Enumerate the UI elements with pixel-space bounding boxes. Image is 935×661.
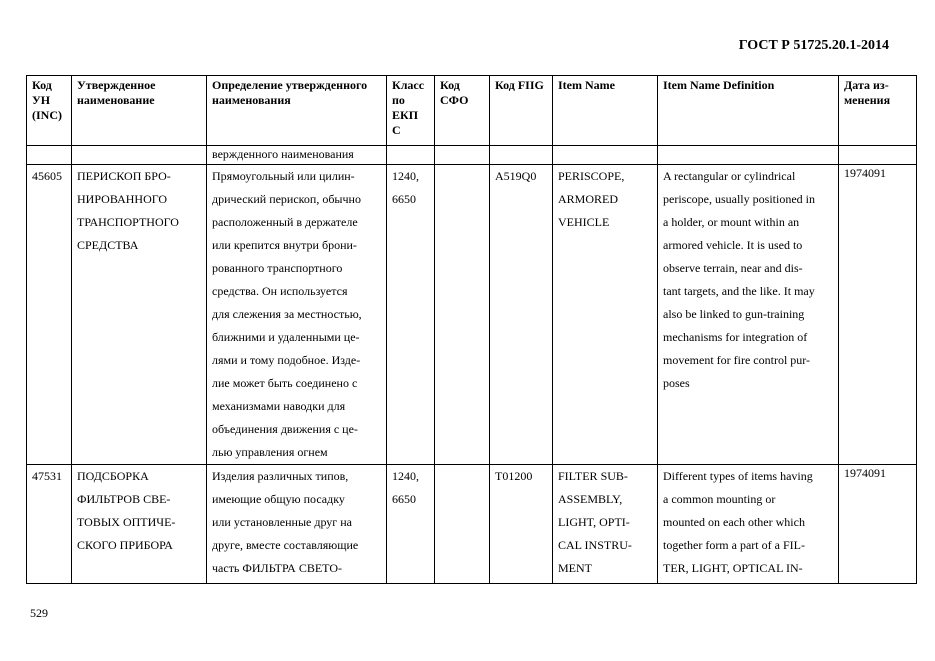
text-line: movement for fire control pur- — [663, 353, 811, 367]
text-line: для слежения за местностью, — [212, 307, 362, 321]
header-item-definition: Item Name Definition — [658, 76, 839, 146]
document-code: ГОСТ Р 51725.20.1-2014 — [738, 38, 889, 53]
text-line: имеющие общую посадку — [212, 492, 345, 506]
text-line: Изделия различных типов, — [212, 469, 349, 483]
text-line: MENT — [558, 561, 592, 575]
text-line: A rectangular or cylindrical — [663, 169, 796, 183]
cell-sfo — [435, 165, 490, 465]
text-line: лью управления огнем — [212, 445, 328, 459]
text-line: Прямоугольный или цилин- — [212, 169, 355, 183]
text-line: a common mounting or — [663, 492, 776, 506]
text-line: observe terrain, near and dis- — [663, 261, 803, 275]
header-approved-name: Утвержденное наименование — [72, 76, 207, 146]
cell-definition — [207, 465, 387, 584]
cell-inc: 45605 — [27, 165, 72, 465]
header-sfo: Код СФО — [435, 76, 490, 146]
text-line: 6650 — [392, 192, 416, 206]
text-line: tant targets, and the like. It may — [663, 284, 815, 298]
cell-approved-name — [72, 165, 207, 465]
text-line: друге, вместе составляющие — [212, 538, 359, 552]
text-line: СРЕДСТВА — [77, 238, 139, 252]
continuation-row — [27, 146, 917, 165]
cell-approved-name — [72, 465, 207, 584]
text-line: ASSEMBLY, — [558, 492, 623, 506]
text-line: 1240, — [392, 469, 419, 483]
header-definition: Определение утвержденного наименования — [207, 76, 387, 146]
text-line: лие может быть соединено с — [212, 376, 358, 390]
header-class-ekps: Класс по ЕКП С — [387, 76, 435, 146]
text-line: armored vehicle. It is used to — [663, 238, 803, 252]
cell-fiig: T01200 — [490, 465, 553, 584]
text-line: средства. Он используется — [212, 284, 348, 298]
text-line: или крепится внутри брони- — [212, 238, 357, 252]
text-line: FILTER SUB- — [558, 469, 628, 483]
text-line: VEHICLE — [558, 215, 610, 229]
text-line: Different types of items having — [663, 469, 813, 483]
text-line: also be linked to gun-training — [663, 307, 805, 321]
text-line: ARMORED — [558, 192, 619, 206]
text-line: дрический перископ, обычно — [212, 192, 361, 206]
text-line: periscope, usually positioned in — [663, 192, 815, 206]
text-line: TER, LIGHT, OPTICAL IN- — [663, 561, 803, 575]
cell-date: 1974091 — [839, 165, 917, 465]
cell-item-definition — [658, 165, 839, 465]
cell-item-definition — [658, 465, 839, 584]
table-row — [27, 465, 917, 584]
cell-inc: 47531 — [27, 465, 72, 584]
text-line: СКОГО ПРИБОРА — [77, 538, 173, 552]
text-line: ТРАНСПОРТНОГО — [77, 215, 179, 229]
catalog-table — [26, 75, 917, 584]
text-line: poses — [663, 376, 690, 390]
header-item-name: Item Name — [553, 76, 658, 146]
text-line: PERISCOPE, — [558, 169, 625, 183]
text-line: лями и тому подобное. Изде- — [212, 353, 361, 367]
cell-sfo — [435, 465, 490, 584]
text-line: 1240, — [392, 169, 419, 183]
text-line: 6650 — [392, 492, 416, 506]
text-line: ПЕРИСКОП БРО- — [77, 169, 171, 183]
table-header-row — [27, 76, 917, 146]
text-line: ближними и удаленными це- — [212, 330, 360, 344]
cell-fiig: A519Q0 — [490, 165, 553, 465]
header-date: Дата из-менения — [839, 76, 917, 146]
cell-date: 1974091 — [839, 465, 917, 584]
header-fiig: Код FIIG — [490, 76, 553, 146]
text-line: расположенный в держателе — [212, 215, 358, 229]
cell-definition — [207, 165, 387, 465]
text-line: часть ФИЛЬТРА СВЕТО- — [212, 561, 342, 575]
text-line: рованного транспортного — [212, 261, 343, 275]
text-line: a holder, or mount within an — [663, 215, 800, 229]
text-line: объединения движения с це- — [212, 422, 358, 436]
cell-class-ekps — [387, 165, 435, 465]
text-line: CAL INSTRU- — [558, 538, 632, 552]
text-line: ФИЛЬТРОВ СВЕ- — [77, 492, 171, 506]
text-line: LIGHT, OPTI- — [558, 515, 630, 529]
continuation-text: вержденного наименования — [207, 146, 387, 165]
text-line: together form a part of a FIL- — [663, 538, 805, 552]
text-line: ПОДСБОРКА — [77, 469, 149, 483]
cell-class-ekps — [387, 465, 435, 584]
text-line: НИРОВАННОГО — [77, 192, 168, 206]
table-row — [27, 165, 917, 465]
page-number: 529 — [30, 606, 48, 620]
cell-item-name — [553, 165, 658, 465]
text-line: mechanisms for integration of — [663, 330, 808, 344]
text-line: mounted on each other which — [663, 515, 805, 529]
text-line: ТОВЫХ ОПТИЧЕ- — [77, 515, 176, 529]
cell-item-name — [553, 465, 658, 584]
text-line: механизмами наводки для — [212, 399, 346, 413]
header-inc: Код УН (INC) — [27, 76, 72, 146]
text-line: или установленные друг на — [212, 515, 352, 529]
